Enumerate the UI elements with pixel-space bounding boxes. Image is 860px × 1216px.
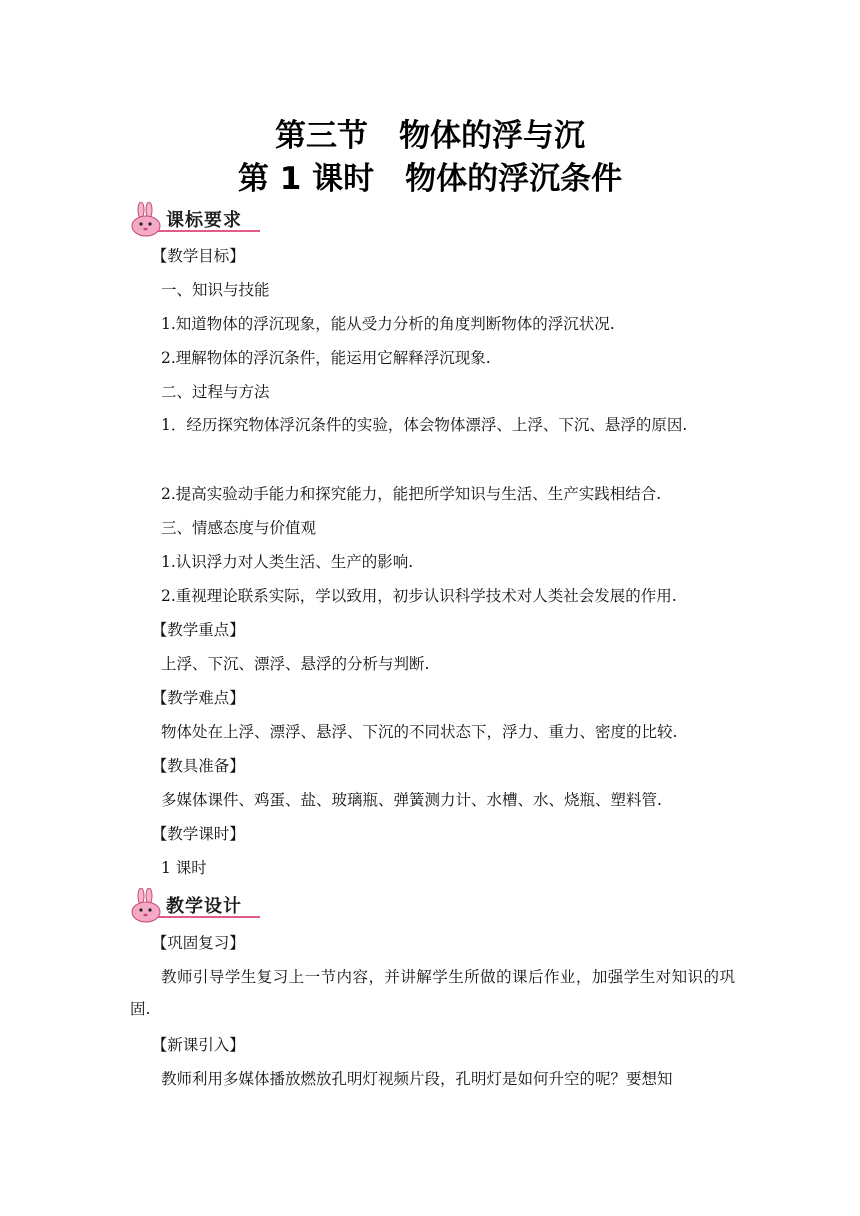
- paragraph: 物体处在上浮、漂浮、悬浮、下沉的不同状态下，浮力、重力、密度的比较.: [161, 723, 678, 741]
- paragraph: 2.理解物体的浮沉条件，能运用它解释浮沉现象.: [161, 349, 491, 367]
- paragraph: 1 课时: [161, 859, 207, 877]
- paragraph: 【教学重点】: [151, 621, 245, 639]
- paragraph: 教师利用多媒体播放燃放孔明灯视频片段，孔明灯是如何升空的呢？要想知: [161, 1070, 673, 1088]
- paragraph: 上浮、下沉、漂浮、悬浮的分析与判断.: [161, 655, 430, 673]
- bunny-icon: [128, 888, 168, 924]
- paragraph: 1．经历探究物体浮沉条件的实验，体会物体漂浮、上浮、下沉、悬浮的原因.: [161, 416, 688, 434]
- design-badge: [128, 888, 260, 924]
- paragraph: 三、情感态度与价值观: [161, 519, 317, 537]
- paragraph: 【教学目标】: [151, 247, 245, 265]
- lesson-title: 第 1 课时 物体的浮沉条件: [237, 161, 623, 197]
- paragraph: 2.重视理论联系实际，学以致用，初步认识科学技术对人类社会发展的作用.: [161, 587, 677, 605]
- paragraph: 多媒体课件、鸡蛋、盐、玻璃瓶、弹簧测力计、水槽、水、烧瓶、塑料管.: [161, 791, 662, 809]
- paragraph: 一、知识与技能: [161, 281, 270, 299]
- curriculum-badge-label: 课标要求: [166, 210, 242, 231]
- paragraph: 【巩固复习】: [151, 934, 245, 952]
- curriculum-badge: [128, 202, 260, 238]
- paragraph: 2.提高实验动手能力和探究能力，能把所学知识与生活、生产实践相结合.: [161, 485, 662, 503]
- paragraph: 【教学难点】: [151, 689, 245, 707]
- paragraph: 【新课引入】: [151, 1036, 245, 1054]
- paragraph: 二、过程与方法: [161, 383, 270, 401]
- design-badge-label: 教学设计: [166, 896, 242, 917]
- bunny-icon: [128, 202, 168, 238]
- paragraph: 【教学课时】: [151, 825, 245, 843]
- paragraph: 教师引导学生复习上一节内容，并讲解学生所做的课后作业，加强学生对知识的巩固.: [130, 968, 735, 1018]
- section-title: 第三节 物体的浮与沉: [275, 118, 585, 154]
- paragraph: 1.知道物体的浮沉现象，能从受力分析的角度判断物体的浮沉状况.: [161, 315, 615, 333]
- paragraph: 【教具准备】: [151, 757, 245, 775]
- paragraph: 1.认识浮力对人类生活、生产的影响.: [161, 553, 414, 571]
